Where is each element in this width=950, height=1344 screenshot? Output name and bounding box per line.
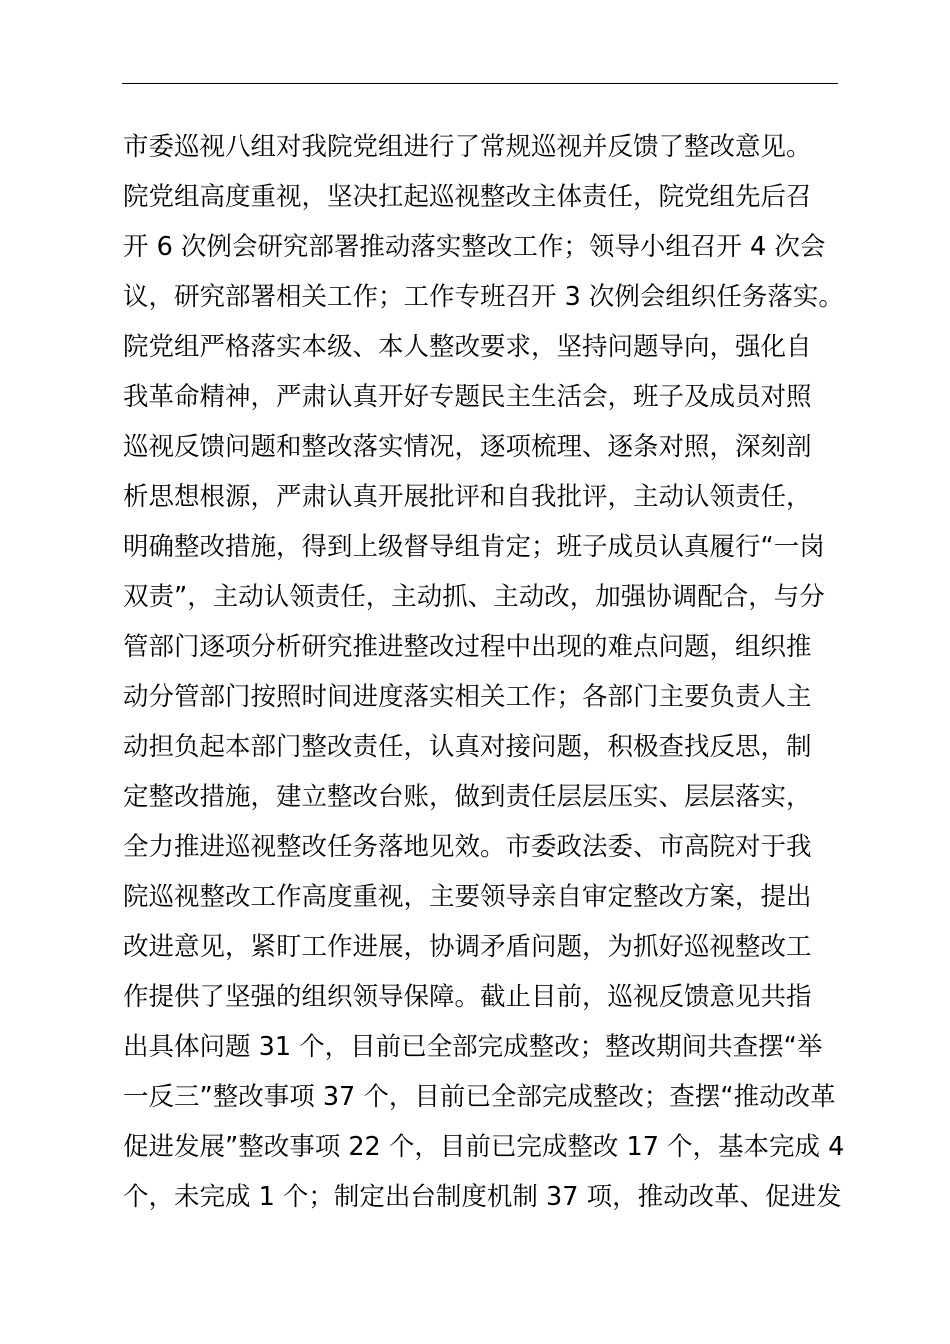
text-line: 市委巡视八组对我院党组进行了常规巡视并反馈了整改意见。 [123,132,812,162]
text-line: 析思想根源，严肃认真开展批评和自我批评，主动认领责任， [123,482,812,512]
text-line: 个，未完成 1 个；制定出台制度机制 37 项，推动改革、促进发 [123,1182,842,1212]
text-line: 管部门逐项分析研究推进整改过程中出现的难点问题，组织推 [123,632,812,662]
text-line: 我革命精神，严肃认真开好专题民主生活会，班子及成员对照 [123,382,812,412]
text-line: 动担负起本部门整改责任，认真对接问题，积极查找反思，制 [123,732,812,762]
header-rule [122,83,838,84]
text-line: 出具体问题 31 个，目前已全部完成整改；整改期间共查摆“举 [123,1032,823,1062]
text-line: 明确整改措施，得到上级督导组肯定；班子成员认真履行“一岗 [123,532,825,562]
text-line: 院党组严格落实本级、本人整改要求，坚持问题导向，强化自 [123,332,812,362]
text-line: 定整改措施，建立整改台账，做到责任层层压实、层层落实， [123,782,812,812]
text-line: 一反三”整改事项 37 个，目前已全部完成整改；查摆“推动改革 [123,1082,836,1112]
text-line: 促进发展”整改事项 22 个，目前已完成整改 17 个，基本完成 4 [123,1132,845,1162]
text-line: 开 6 次例会研究部署推动落实整改工作；领导小组召开 4 次会 [123,232,826,262]
text-line: 议，研究部署相关工作；工作专班召开 3 次例会组织任务落实。 [123,282,844,312]
text-line: 巡视反馈问题和整改落实情况，逐项梳理、逐条对照，深刻剖 [123,432,812,462]
text-line: 院巡视整改工作高度重视，主要领导亲自审定整改方案，提出 [123,882,812,912]
text-line: 动分管部门按照时间进度落实相关工作；各部门主要负责人主 [123,682,812,712]
text-line: 双责”，主动认领责任，主动抓、主动改，加强协调配合，与分 [123,582,825,612]
body-text [123,122,853,1222]
text-line: 改进意见，紧盯工作进展，协调矛盾问题，为抓好巡视整改工 [123,932,812,962]
text-line: 院党组高度重视，坚决扛起巡视整改主体责任，院党组先后召 [123,182,812,212]
text-line: 全力推进巡视整改任务落地见效。市委政法委、市高院对于我 [123,832,812,862]
text-line: 作提供了坚强的组织领导保障。截止目前，巡视反馈意见共指 [123,982,812,1012]
